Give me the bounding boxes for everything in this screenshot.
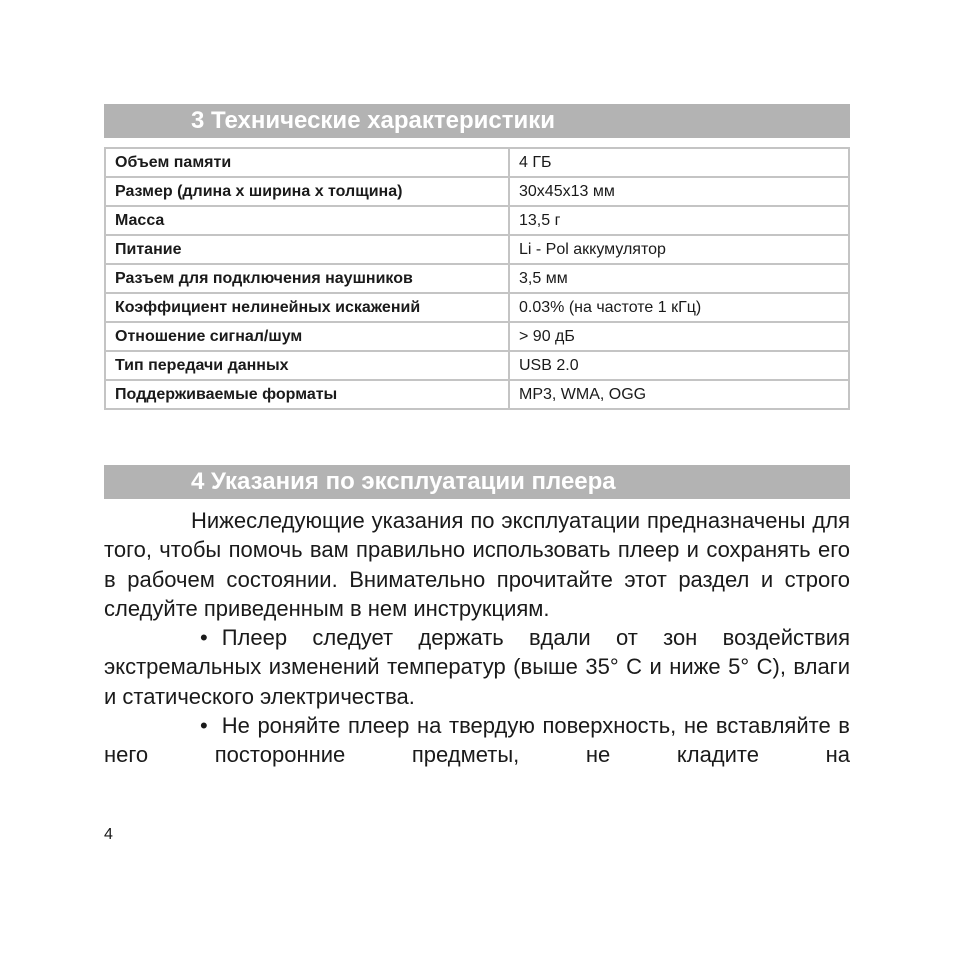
- spec-value: Li - Pol аккумулятор: [509, 235, 849, 264]
- bullet-text: Не роняйте плеер на твердую поверхность, не вставляйте в него посторонние предметы, не кладите на: [104, 713, 850, 768]
- spec-label: Поддерживаемые форматы: [105, 380, 509, 409]
- spec-label: Объем памяти: [105, 148, 509, 177]
- table-row: [105, 206, 849, 235]
- spec-value: 30x45x13 мм: [509, 177, 849, 206]
- spec-label: Тип передачи данных: [105, 351, 509, 380]
- bullet-paragraph: [104, 623, 850, 711]
- bullet-paragraph: [104, 711, 850, 770]
- spec-value: USB 2.0: [509, 351, 849, 380]
- spec-value: 4 ГБ: [509, 148, 849, 177]
- page-number: 4: [104, 826, 113, 843]
- section-title-usage: 4 Указания по эксплуатации плеера: [104, 465, 850, 499]
- spec-label: Масса: [105, 206, 509, 235]
- table-row: [105, 351, 849, 380]
- table-row: [105, 177, 849, 206]
- spec-label: Питание: [105, 235, 509, 264]
- bullet-icon: •: [200, 713, 208, 739]
- table-row: [105, 235, 849, 264]
- bullet-icon: •: [200, 625, 208, 651]
- spec-value: 13,5 г: [509, 206, 849, 235]
- table-row: [105, 293, 849, 322]
- table-row: [105, 322, 849, 351]
- spec-value: MP3, WMA, OGG: [509, 380, 849, 409]
- table-row: [105, 264, 849, 293]
- specs-table: [104, 147, 850, 410]
- spec-label: Размер (длина x ширина x толщина): [105, 177, 509, 206]
- intro-paragraph: Нижеследующие указания по эксплуатации предназначены для того, чтобы помочь вам правильно использовать плеер и сохранять его в рабочем состоянии. Внимательно прочитайте этот раздел и строго следуйте приведенным в нем инструкциям.: [104, 508, 850, 621]
- table-row: [105, 148, 849, 177]
- table-row: [105, 380, 849, 409]
- spec-label: Коэффициент нелинейных искажений: [105, 293, 509, 322]
- spec-value: 3,5 мм: [509, 264, 849, 293]
- spec-label: Разъем для подключения наушников: [105, 264, 509, 293]
- usage-text: [104, 506, 850, 770]
- spec-value: > 90 дБ: [509, 322, 849, 351]
- spec-label: Отношение сигнал/шум: [105, 322, 509, 351]
- section-title-specs: 3 Технические характеристики: [104, 104, 850, 138]
- bullet-text: Плеер следует держать вдали от зон воздействия экстремальных изменений температур (выше 35° С и ниже 5° С), влаги и статического электричества.: [104, 625, 850, 709]
- spec-value: 0.03% (на частоте 1 кГц): [509, 293, 849, 322]
